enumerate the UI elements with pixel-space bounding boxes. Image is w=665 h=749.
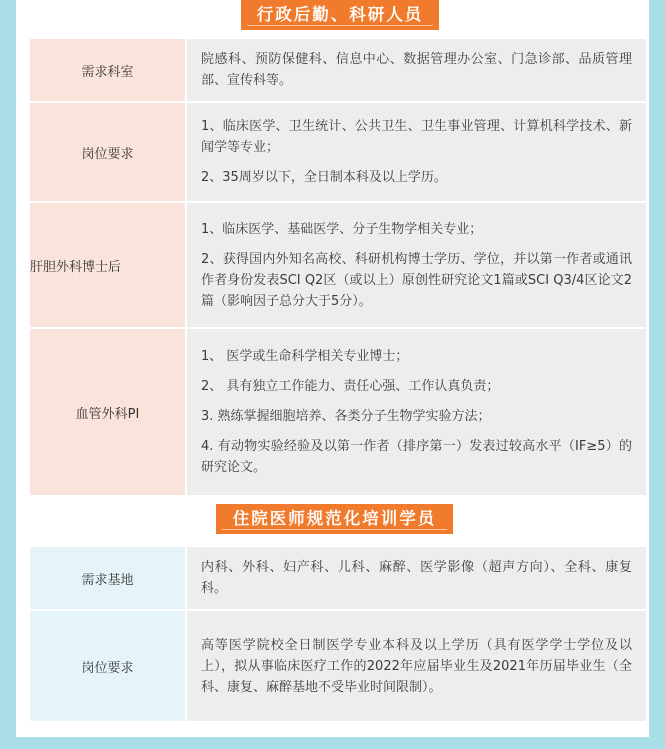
table-row [30,547,646,611]
paragraph: 2、35周岁以下，全日制本科及以上学历。 [201,170,447,185]
paragraph: 1、临床医学、卫生统计、公共卫生、卫生事业管理、计算机科学技术、新闻学等专业； [201,119,632,155]
requirements-table-residency [30,547,646,723]
row-content [187,329,646,497]
paragraph: 2、 具有独立工作能力、责任心强、工作认真负责； [201,379,500,394]
table-row [30,203,646,329]
row-content [187,203,646,329]
paragraph: 院感科、预防保健科、信息中心、数据管理办公室、门急诊部、品质管理部、宣传科等。 [201,52,632,88]
row-content [187,103,646,203]
row-label-bases: 需求基地 [30,547,187,611]
table-row [30,611,646,723]
paragraph: 4. 有动物实验经验及以第一作者（排序第一）发表过较高水平（IF≥5）的研究论文。 [201,439,632,475]
section-title-admin-research: 行政后勤、科研人员 [241,0,439,30]
row-label-vascular-pi: 血管外科PI [30,329,187,497]
row-content [187,39,646,103]
paragraph: 1、 医学或生命科学相关专业博士； [201,349,409,364]
row-content [187,547,646,611]
paragraph: 高等医学院校全日制医学专业本科及以上学历（具有医学学士学位及以上），拟从事临床医疗工作的2022年应届毕业生及2021年历届毕业生（全科、康复、麻醉基地不受毕业时间限制）。 [201,637,632,695]
table-row [30,103,646,203]
row-label-departments: 需求科室 [30,39,187,103]
table-row [30,39,646,103]
paragraph: 2、获得国内外知名高校、科研机构博士学历、学位，并以第一作者或通讯作者身份发表SCI Q2区（或以上）原创性研究论文1篇或SCI Q3/4区论文2篇（影响因子总分大于5分）。 [201,251,632,309]
paragraph: 1、临床医学、基础医学、分子生物学相关专业； [201,221,483,237]
row-label-requirements: 岗位要求 [30,611,187,723]
paragraph: 内科、外科、妇产科、儿科、麻醉、医学影像（超声方向）、全科、康复科。 [201,560,632,596]
paragraph: 3. 熟练掌握细胞培养、各类分子生物学实验方法； [201,409,491,424]
row-label-requirements: 岗位要求 [30,103,187,203]
row-label-postdoc: 肝胆外科博士后 [30,203,187,329]
row-content [187,611,646,723]
table-row [30,329,646,497]
requirements-table-admin-research [30,39,646,497]
section-title-residency: 住院医师规范化培训学员 [216,504,453,534]
